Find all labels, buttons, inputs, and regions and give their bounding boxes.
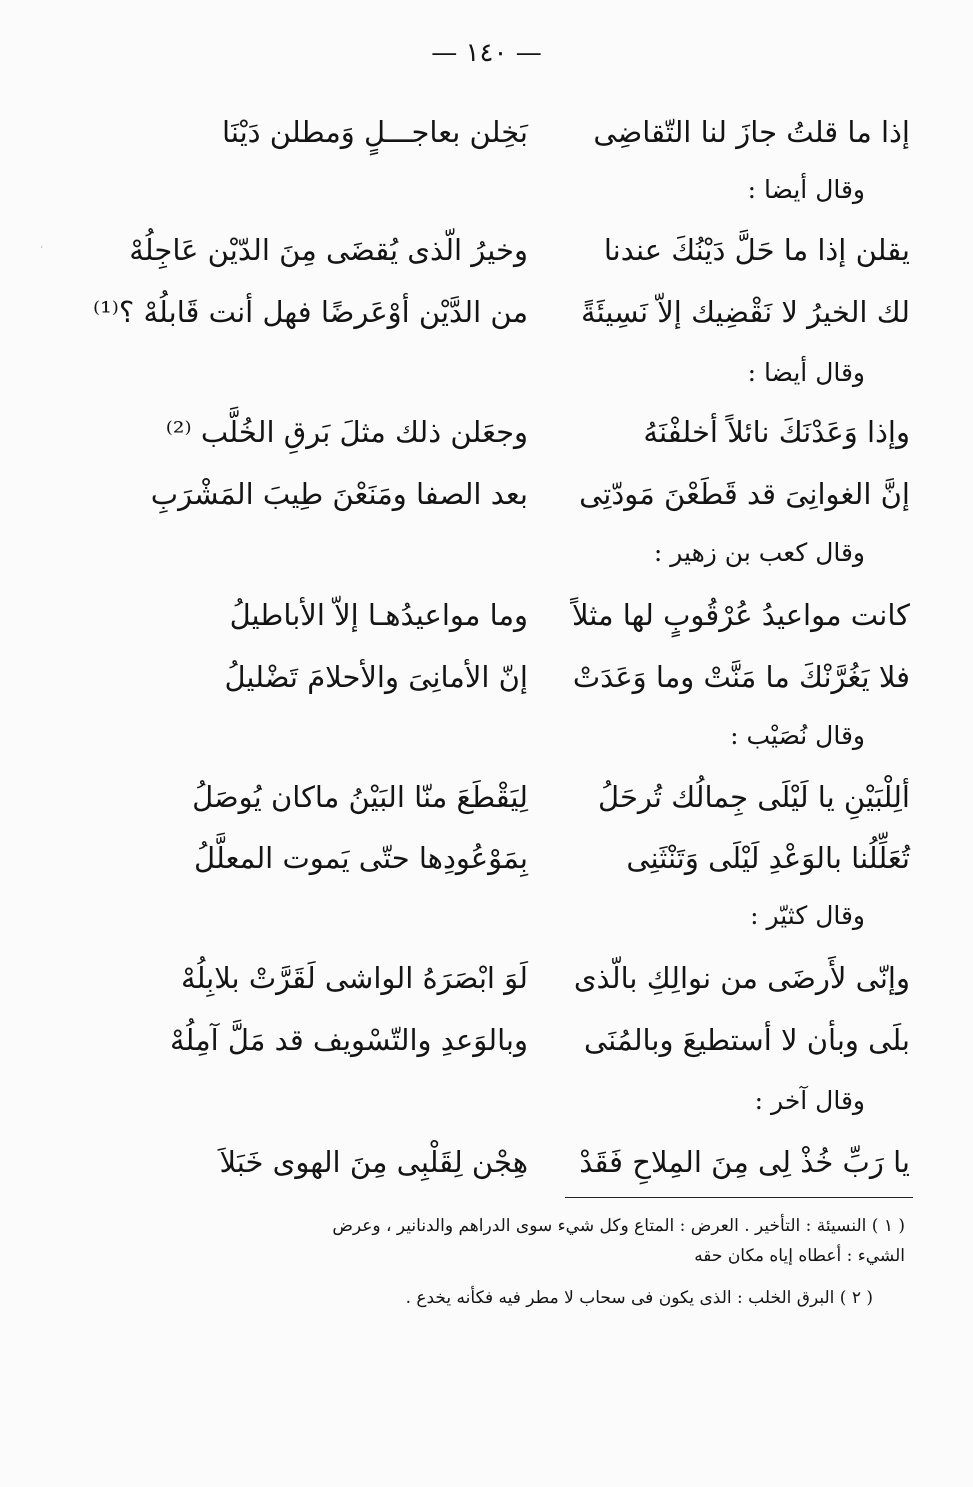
verse-6-hemistich-2: وما مواعيدُهـا إلاّ الأباطيلُ: [229, 598, 528, 632]
verse-5-hemistich-2: بعد الصفا ومَنَعْنَ طِيبَ المَشْرَبِ: [150, 477, 528, 511]
verse-9-hemistich-2: بِمَوْعُودِها حتّى يَموت المعلَّلُ: [194, 841, 528, 875]
section-intro: وقال آخر :: [754, 1086, 865, 1115]
verse-4-hemistich-1: وإذا وَعَدْنَكَ نائلاً أخلفْنَهُ: [643, 415, 910, 449]
verse-12-hemistich-1: يا رَبِّ خُذْ لِى مِنَ المِلاحِ فَقَدْ: [579, 1145, 910, 1179]
verse-1-hemistich-1: إذا ما قلتُ جازَ لنا التّقاضِى: [593, 115, 910, 149]
scan-speck: ،: [40, 240, 44, 251]
footnote-1-line-1: ( ١ ) النسيئة : التأخير . العرض : المتاع وكل شيء سوى الدراهم والدنانير ، وعرض: [332, 1216, 905, 1236]
section-intro: وقال كعب بن زهير :: [653, 538, 865, 567]
verse-10-hemistich-2: لَوَ ابْصَرَهُ الواشى لَقَرَّتْ بلابِلُهْ: [181, 961, 528, 995]
footnote-1-line-2: الشيء : أعطاه إياه مكان حقه: [694, 1246, 905, 1266]
section-intro: وقال أيضا :: [747, 175, 865, 204]
verse-10-hemistich-1: وإنّى لأَرضَى من نوالِكِ بالّذى: [573, 961, 910, 995]
footnote-2: ( ٢ ) البرق الخلب : الذى يكون فى سحاب لا مطر فيه فكأنه يخدع .: [405, 1288, 873, 1308]
verse-11-hemistich-2: وبالوَعدِ والتّسْويف قد مَلَّ آمِلُهْ: [169, 1023, 528, 1057]
section-intro: وقال كثيّر :: [750, 901, 865, 930]
verse-2-hemistich-1: يقلن إذا ما حَلَّ دَيْنُكَ عندنا: [603, 233, 910, 267]
verse-2-hemistich-2: وخيرُ الّذى يُقضَى مِنَ الدّيْن عَاجِلُهْ: [129, 233, 528, 267]
verse-11-hemistich-1: بلَى وبأن لا أستطيعَ وبالمُنَى: [584, 1023, 910, 1057]
verse-7-hemistich-1: فلا يَغُرَّنْكَ ما مَنَّتْ وما وَعَدَتْ: [572, 660, 910, 694]
section-intro: وقال نُصَيْب :: [730, 721, 865, 750]
verse-1-hemistich-2: بَخِلن بعاجـــلٍ وَمطلن دَيْنَا: [222, 115, 528, 149]
footnote-rule: [565, 1197, 913, 1198]
verse-7-hemistich-2: إنّ الأمانِىَ والأحلامَ تَضْليلُ: [224, 660, 528, 694]
verse-12-hemistich-2: هِجْن لِقَلْبِى مِنَ الهوى خَبَلاَ: [219, 1145, 528, 1179]
verse-5-hemistich-1: إنَّ الغوانِىَ قد قَطَعْنَ مَودّتِى: [579, 477, 910, 511]
page-number: — ١٤٠ —: [431, 38, 542, 68]
verse-6-hemistich-1: كانت مواعيدُ عُرْقُوبٍ لها مثلاً: [572, 598, 910, 632]
section-intro: وقال أيضا :: [747, 358, 865, 387]
verse-3-hemistich-2: من الدَّيْن أوْعَرضًا فهل أنت قَابلُهْ ؟⁽¹⁾: [92, 295, 528, 329]
verse-4-hemistich-2: وجعَلن ذلك مثلَ بَرقِ الخُلَّب ⁽²⁾: [165, 415, 528, 449]
verse-8-hemistich-1: ألِلْبَيْنِ يا لَيْلَى جِمالُك تُرحَلُ: [598, 780, 910, 814]
verse-3-hemistich-1: لك الخيرُ لا نَقْضِيك إلاّ نَسِيئَةً: [581, 295, 910, 329]
verse-8-hemistich-2: لِيَقْطَعَ منّا البَيْنُ ماكان يُوصَلُ: [192, 780, 528, 814]
verse-9-hemistich-1: تُعَلِّلُنا بالوَعْدِ لَيْلَى وَتَنْثَنِى: [626, 841, 910, 875]
